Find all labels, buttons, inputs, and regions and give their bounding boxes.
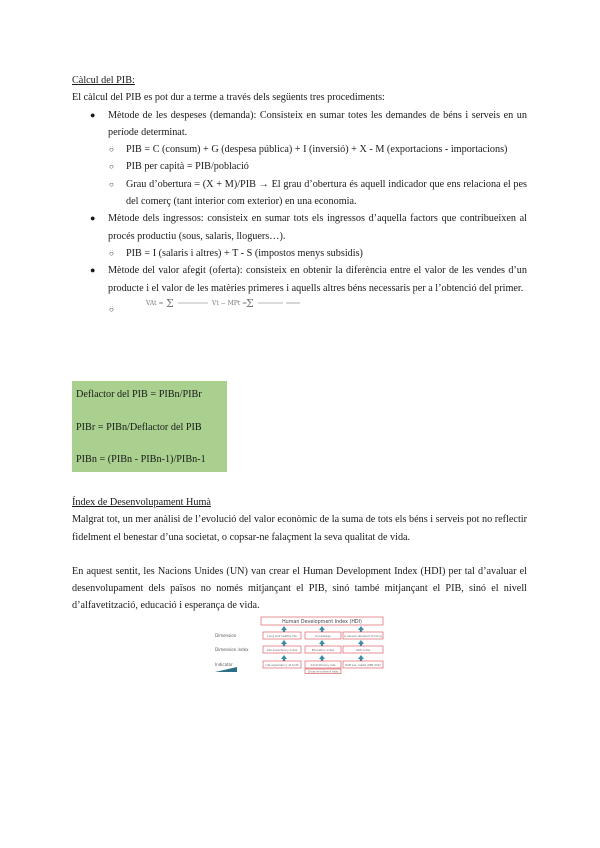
deflactor-line-3: PIBn = (PIBn - PIBn-1)/PIBn-1: [76, 454, 206, 465]
svg-text:Σ: Σ: [166, 296, 174, 310]
deflactor-box: [72, 381, 227, 472]
value-added-formula-row: [72, 297, 527, 315]
arrow-icon: [358, 655, 364, 661]
pib-intro: El càlcul del PIB es pot dur a terme a través dels següents tres procediments:: [72, 92, 385, 104]
text-education-index: Education index: [311, 647, 335, 652]
pib-heading: Càlcul del PIB:: [72, 75, 135, 86]
hdi-title: Human Development Index (HDI): [282, 620, 362, 626]
idh-paragraph-2: En aquest sentit, les Nacions Unides (UN) van crear el Human Development Index (HDI) per tal d’avaluar el desenvolupament dels països no només mitjançant el PIB, sinó també mitjançant el PIB, sinó el nivell d’alfavetització, educació i esperança de vida.: [72, 565, 527, 612]
text-life-expectancy-birth: Life expectancy at birth: [265, 662, 299, 667]
arrow-icon: [358, 640, 364, 646]
subitem-openness: ○ Grau d’obertura = (X + M)/PIB → El grau d’obertura és aquell indicador que ens relaciona el pes del comerç (tant interior com exterior) en una economia.: [72, 176, 527, 211]
text-long-healthy-life: Long and healthy life: [267, 633, 297, 638]
method-value-added: ● Mètode del valor afegit (oferta): consisteix en obtenir la diferència entre el valor de les vendes d’un producte i el valor de les matèries primeres i aquells altres béns necessaris per a l’obtenció del primer.: [72, 262, 527, 297]
bullet-icon: ●: [90, 265, 96, 276]
subitem-pib-formula: ○ PIB = C (consum) + G (despesa pública) + I (inversió) + X - M (exportacions - importacions): [72, 141, 527, 158]
svg-text:Σ: Σ: [246, 296, 254, 310]
pib-section: [72, 72, 527, 315]
text-gdp-index: GDP index: [355, 647, 371, 652]
idh-paragraph-1: Malgrat tot, un mer anàlisi de l’evolució del valor econòmic de la suma de tots els béns i serveis pot no reflectir fidelment el benestar d’una societat, o copsar-ne falaçment la seva qualitat de vida.: [72, 514, 527, 543]
svg-text:VAt =: VAt =: [146, 299, 164, 307]
arrow-icon: [281, 626, 287, 632]
arrows: [281, 626, 364, 661]
hdi-diagram: [215, 616, 385, 674]
row-label-indicator: Indicator: [215, 662, 233, 667]
row-label-dimension: Dimension: [215, 633, 237, 638]
circle-bullet-icon: ○: [109, 248, 114, 258]
svg-text:Vt − MPt =: Vt − MPt =: [212, 299, 248, 307]
arrow-icon: [281, 655, 287, 661]
value-added-formula-image: [146, 291, 306, 315]
arrow-icon: [358, 626, 364, 632]
method-income: ● Mètode dels ingressos: consisteix en sumar tots els ingressos d’aquella factors que contribueixen al procés productiu (sous, salaris, lloguers…).: [72, 210, 527, 245]
indicator-wedge: [215, 667, 237, 672]
text-life-expectancy-index: Life expectancy index: [266, 647, 298, 652]
idh-section: [72, 494, 527, 615]
deflactor-line-2: PIBr = PIBn/Deflactor del PIB: [76, 422, 202, 433]
text-gross-enrolment: Gross enrolment ratio: [307, 669, 339, 674]
row-label-dimension-index: Dimension index: [215, 647, 249, 652]
subitem-per-capita: ○ PIB per capità = PIB/població: [72, 158, 527, 175]
methods-list: [72, 107, 527, 315]
text-gdp-per-capita: GDP per capita (PPP US$): [345, 662, 381, 667]
bullet-icon: ●: [90, 109, 96, 120]
text-knowledge: Knowledge: [315, 633, 331, 638]
method-expenditure: ● Mètode de les despeses (demanda): Consisteix en sumar totes les demandes de béns i serveis en un període determinat.: [72, 107, 527, 142]
text-decent-standard: A decent standard of living: [344, 633, 382, 638]
arrow-icon: [319, 626, 325, 632]
deflactor-line-1: Deflactor del PIB = PIBn/PIBr: [76, 389, 202, 400]
text-adult-literacy: Adult literacy rate: [310, 662, 336, 667]
circle-bullet-icon: ○: [109, 145, 114, 155]
idh-heading: Índex de Desenvolupament Humà: [72, 497, 211, 508]
arrow-icon: [319, 655, 325, 661]
arrow-icon: [319, 640, 325, 646]
circle-bullet-icon: ○: [109, 162, 114, 172]
circle-bullet-icon: ○: [109, 179, 114, 189]
arrow-icon: [281, 640, 287, 646]
circle-bullet-icon: ○: [109, 304, 114, 314]
subitem-income-formula: ○ PIB = I (salaris i altres) + T - S (impostos menys subsidis): [72, 245, 527, 262]
bullet-icon: ●: [90, 213, 96, 224]
